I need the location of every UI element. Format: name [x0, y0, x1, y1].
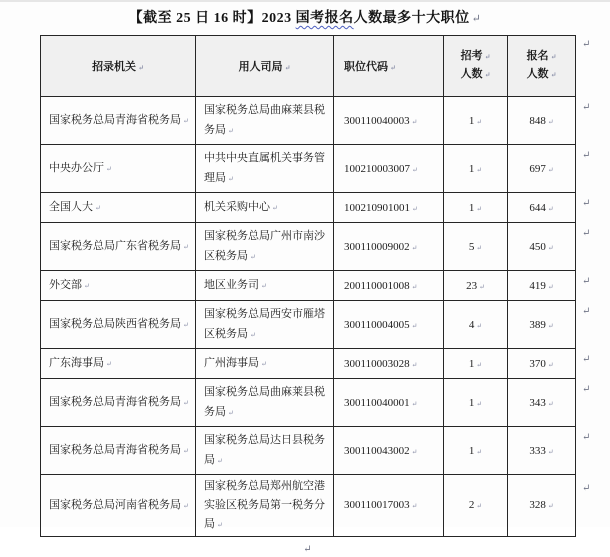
cell-text: 419 [529, 279, 546, 292]
cell-bureau [196, 193, 334, 223]
cell-text: 中共中央直属机关事务管理局 [204, 152, 325, 184]
table-row [41, 193, 610, 223]
end-of-cell-mark: ↵ [183, 321, 189, 329]
end-of-cell-mark: ↵ [547, 501, 554, 510]
end-of-cell-mark: ↵ [476, 447, 483, 456]
paragraph-mark: ↵ [582, 431, 591, 443]
cell-applicants [508, 349, 576, 379]
cell-text: 343 [529, 396, 546, 409]
cell-code [334, 223, 444, 271]
end-of-cell-mark: ↵ [550, 71, 557, 79]
cell-text: 国家税务总局西安市雁塔区税务局 [204, 308, 325, 340]
cell-code [334, 271, 444, 301]
cell-recruits [444, 475, 508, 537]
after-table-paragraph [40, 539, 575, 557]
cell-applicants [508, 301, 576, 349]
end-of-row-mark [576, 379, 610, 427]
end-of-cell-mark: ↵ [250, 253, 256, 261]
cell-recruits [444, 427, 508, 475]
cell-text: 1 [468, 357, 475, 370]
table-row [41, 97, 610, 145]
end-of-row-mark [576, 145, 610, 193]
title-text: 【截至 25 日 16 时】2023 [128, 11, 296, 26]
cell-agency [41, 193, 196, 223]
cell-text: 300110043002 [344, 444, 410, 457]
cell-agency [41, 379, 196, 427]
end-of-cell-mark: ↵ [183, 399, 189, 407]
table-row [41, 349, 610, 379]
cell-text: 地区业务司 [204, 279, 259, 291]
end-of-cell-mark: ↵ [138, 64, 144, 72]
end-of-cell-mark: ↵ [272, 204, 278, 212]
cell-text: 国家税务总局河南省税务局 [49, 498, 181, 511]
header-label: 报名 [526, 50, 549, 62]
end-of-cell-mark: ↵ [484, 71, 491, 79]
end-of-cell-mark: ↵ [547, 165, 554, 174]
cell-text: 国家税务总局青海省税务局 [49, 396, 181, 408]
cell-recruits [444, 379, 508, 427]
table-header-row [41, 36, 610, 97]
doc-title [0, 7, 610, 27]
table-row [41, 475, 610, 537]
end-of-cell-mark: ↵ [411, 399, 418, 408]
end-of-row-mark [576, 271, 610, 301]
table-row [41, 301, 610, 349]
paragraph-mark: ↵ [303, 544, 312, 555]
end-of-cell-mark: ↵ [476, 360, 483, 369]
cell-bureau [196, 475, 334, 537]
cell-text: 300110004005 [344, 318, 410, 331]
cell-text: 300110003028 [344, 357, 410, 370]
cell-text: 300110040001 [344, 396, 410, 409]
header-bureau [196, 36, 334, 97]
cell-text: 2 [468, 498, 475, 511]
cell-applicants [508, 475, 576, 537]
cell-code [334, 475, 444, 537]
title-spellcheck-text: 国考报名 [295, 11, 354, 26]
cell-text: 1 [468, 162, 475, 175]
end-of-cell-mark: ↵ [547, 282, 554, 291]
cell-text: 848 [529, 114, 546, 127]
table-row [41, 427, 610, 475]
cell-bureau [196, 349, 334, 379]
end-of-cell-mark: ↵ [479, 282, 485, 291]
header-label: 人数 [460, 68, 483, 80]
cell-text: 1 [468, 444, 475, 457]
end-of-cell-mark: ↵ [95, 204, 101, 212]
cell-text: 23 [466, 279, 478, 292]
table-row [41, 271, 610, 301]
cell-text: 4 [468, 318, 475, 331]
positions-table [40, 35, 610, 537]
end-of-cell-mark: ↵ [411, 117, 418, 126]
paragraph-mark: ↵ [582, 383, 591, 395]
end-of-row-mark [576, 36, 610, 97]
end-of-cell-mark: ↵ [547, 117, 554, 126]
header-applicants [508, 36, 576, 97]
cell-text: 100210901001 [344, 201, 410, 214]
cell-text: 国家税务总局青海省税务局 [49, 114, 181, 126]
end-of-cell-mark: ↵ [284, 64, 291, 72]
header-label: 人数 [526, 68, 549, 80]
cell-recruits [444, 301, 508, 349]
paragraph-mark: ↵ [582, 275, 591, 287]
cell-text: 1 [468, 114, 475, 127]
end-of-cell-mark: ↵ [476, 321, 483, 330]
cell-applicants [508, 379, 576, 427]
table-row [41, 379, 610, 427]
end-of-cell-mark: ↵ [217, 520, 223, 529]
cell-text: 国家税务总局广州市南沙区税务局 [204, 230, 325, 262]
cell-applicants [508, 223, 576, 271]
cell-text: 广州海事局 [204, 357, 259, 369]
end-of-cell-mark: ↵ [228, 127, 234, 135]
end-of-row-mark [576, 193, 610, 223]
header-agency [41, 36, 196, 97]
cell-agency [41, 145, 196, 193]
end-of-row-mark [576, 475, 610, 537]
cell-code [334, 193, 444, 223]
end-of-cell-mark: ↵ [411, 360, 418, 369]
header-label: 用人司局 [238, 61, 283, 73]
cell-text: 国家税务总局曲麻莱县税务局 [204, 104, 325, 136]
cell-text: 广东海事局 [49, 357, 104, 369]
cell-agency [41, 301, 196, 349]
cell-text: 333 [529, 444, 546, 457]
end-of-row-mark [576, 97, 610, 145]
end-of-cell-mark: ↵ [411, 447, 418, 456]
cell-recruits [444, 223, 508, 271]
cell-text: 外交部 [49, 279, 82, 291]
end-of-cell-mark: ↵ [183, 447, 189, 455]
cell-bureau [196, 379, 334, 427]
header-label: 招录机关 [92, 61, 137, 73]
cell-text: 1 [468, 396, 475, 409]
cell-text: 国家税务总局郑州航空港实验区税务局第一税务分局 [204, 479, 325, 530]
line-break-mark: ↵ [550, 53, 557, 61]
cell-text: 100210003007 [344, 162, 410, 175]
header-label: 招考 [460, 50, 483, 62]
end-of-cell-mark: ↵ [106, 360, 112, 368]
cell-code [334, 427, 444, 475]
cell-recruits [444, 349, 508, 379]
end-of-cell-mark: ↵ [411, 282, 418, 291]
cell-code [334, 301, 444, 349]
cell-text: 697 [529, 162, 546, 175]
end-of-cell-mark: ↵ [183, 117, 189, 125]
end-of-cell-mark: ↵ [547, 243, 554, 252]
cell-agency [41, 349, 196, 379]
end-of-cell-mark: ↵ [84, 282, 90, 290]
cell-text: 国家税务总局青海省税务局 [49, 444, 181, 456]
cell-text: 机关采购中心 [204, 201, 270, 213]
end-of-cell-mark: ↵ [412, 165, 418, 174]
cell-bureau [196, 145, 334, 193]
table-row [41, 223, 610, 271]
cell-code [334, 379, 444, 427]
end-of-cell-mark: ↵ [547, 399, 554, 408]
end-of-cell-mark: ↵ [106, 165, 112, 173]
end-of-cell-mark: ↵ [476, 117, 483, 126]
cell-recruits [444, 193, 508, 223]
end-of-cell-mark: ↵ [183, 501, 189, 510]
cell-applicants [508, 193, 576, 223]
cell-text: 国家税务总局达日县税务局 [204, 434, 325, 466]
cell-bureau [196, 301, 334, 349]
cell-text: 中央办公厅 [49, 162, 104, 174]
cell-agency [41, 97, 196, 145]
end-of-cell-mark: ↵ [228, 175, 234, 183]
end-of-cell-mark: ↵ [547, 321, 554, 330]
end-of-row-mark [576, 427, 610, 475]
cell-bureau [196, 271, 334, 301]
cell-text: 国家税务总局曲麻莱县税务局 [204, 386, 325, 418]
paragraph-mark: ↵ [582, 353, 591, 365]
cell-code [334, 145, 444, 193]
cell-text: 300110040003 [344, 114, 410, 127]
end-of-cell-mark: ↵ [250, 331, 256, 339]
cell-text: 389 [529, 318, 546, 331]
cell-text: 328 [529, 498, 546, 511]
cell-code [334, 97, 444, 145]
cell-applicants [508, 427, 576, 475]
paragraph-mark: ↵ [582, 197, 591, 209]
end-of-cell-mark: ↵ [390, 64, 396, 72]
end-of-cell-mark: ↵ [217, 457, 223, 465]
end-of-cell-mark: ↵ [261, 360, 267, 368]
paragraph-mark: ↵ [582, 38, 591, 50]
cell-agency [41, 475, 196, 537]
paragraph-mark: ↵ [582, 305, 591, 317]
end-of-cell-mark: ↵ [261, 282, 267, 290]
cell-text: 200110001008 [344, 279, 410, 292]
cell-text: 644 [529, 201, 546, 214]
header-recruits [444, 36, 508, 97]
end-of-cell-mark: ↵ [476, 501, 483, 510]
cell-bureau [196, 427, 334, 475]
cell-text: 300110017003 [344, 498, 410, 511]
cell-bureau [196, 97, 334, 145]
cell-applicants [508, 97, 576, 145]
end-of-cell-mark: ↵ [547, 204, 554, 213]
end-of-cell-mark: ↵ [547, 447, 554, 456]
end-of-cell-mark: ↵ [547, 360, 554, 369]
paragraph-mark: ↵ [582, 149, 591, 161]
cell-bureau [196, 223, 334, 271]
end-of-cell-mark: ↵ [411, 501, 418, 510]
end-of-cell-mark: ↵ [476, 399, 483, 408]
cell-recruits [444, 145, 508, 193]
header-label: 职位代码 [344, 61, 388, 73]
end-of-row-mark [576, 349, 610, 379]
end-of-row-mark [576, 301, 610, 349]
paragraph-mark: ↵ [582, 482, 591, 494]
end-of-cell-mark: ↵ [411, 321, 418, 330]
cell-text: 全国人大 [49, 201, 93, 213]
cell-recruits [444, 271, 508, 301]
cell-recruits [444, 97, 508, 145]
table-row [41, 145, 610, 193]
title-text-suffix: 人数最多十大职位 [353, 11, 470, 26]
end-of-cell-mark: ↵ [412, 204, 418, 213]
paragraph-mark: ↵ [471, 13, 482, 25]
cell-text: 5 [468, 240, 475, 253]
header-code [334, 36, 444, 97]
end-of-cell-mark: ↵ [476, 204, 483, 213]
end-of-cell-mark: ↵ [228, 409, 234, 417]
cell-text: 国家税务总局陕西省税务局 [49, 318, 181, 330]
cell-text: 450 [529, 240, 546, 253]
cell-agency [41, 223, 196, 271]
end-of-cell-mark: ↵ [183, 243, 189, 251]
end-of-cell-mark: ↵ [476, 243, 483, 252]
end-of-cell-mark: ↵ [411, 243, 418, 252]
cell-applicants [508, 145, 576, 193]
cell-text: 300110009002 [344, 240, 410, 253]
cell-text: 370 [529, 357, 546, 370]
cell-text: 1 [468, 201, 475, 214]
cell-text: 国家税务总局广东省税务局 [49, 240, 181, 252]
paragraph-mark: ↵ [582, 227, 591, 239]
paragraph-mark: ↵ [582, 101, 591, 113]
cell-agency [41, 427, 196, 475]
end-of-cell-mark: ↵ [476, 165, 483, 174]
cell-agency [41, 271, 196, 301]
line-break-mark: ↵ [484, 53, 491, 61]
cell-applicants [508, 271, 576, 301]
cell-code [334, 349, 444, 379]
end-of-row-mark [576, 223, 610, 271]
